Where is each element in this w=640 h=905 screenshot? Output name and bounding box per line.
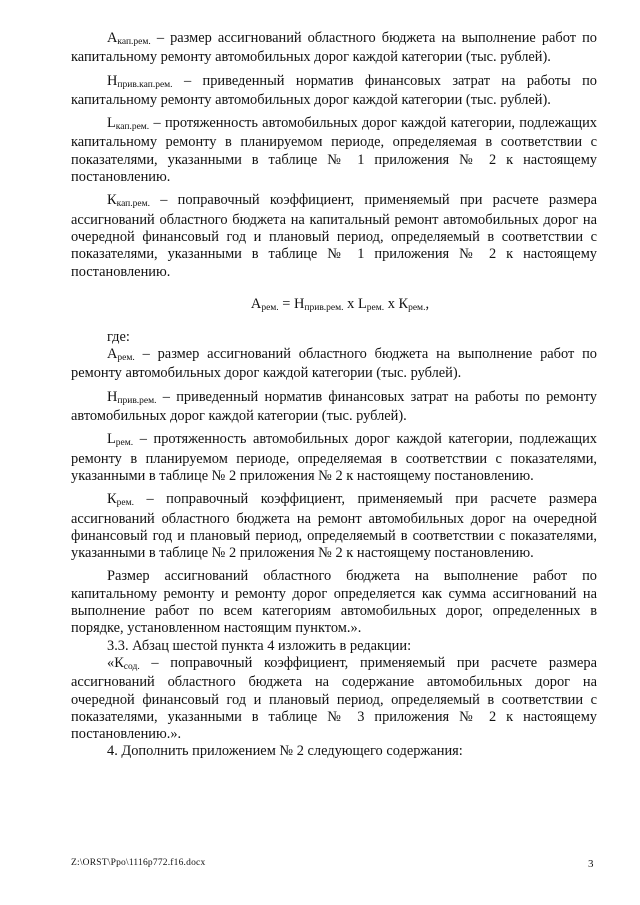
symbol: К — [107, 192, 117, 209]
formula-times: x — [343, 295, 358, 312]
formula-term-l-sub: рем. — [366, 302, 385, 313]
symbol: А — [107, 346, 118, 363]
subscript: кап.рем. — [117, 37, 151, 47]
formula-lhs: А — [250, 295, 262, 312]
formula — [83, 295, 597, 315]
subscript: сод. — [123, 661, 140, 672]
symbol: Н — [107, 388, 118, 405]
where-label: где: — [107, 328, 130, 345]
symbol: L — [107, 431, 116, 448]
definition-l-rem — [71, 431, 597, 485]
definition-text: – размер ассигнований областного бюджета на выполнение работ по капитальному ремонту автомобильных дорог каждой категории (тыс. рублей). — [71, 30, 597, 66]
definition-k-kap-rem — [71, 192, 597, 280]
definition-text: – приведенный норматив финансовых затрат на работы по ремонту автомобильных дорог каждой категории (тыс. рублей). — [71, 388, 597, 425]
summary-paragraph — [71, 568, 597, 637]
paragraph-text: 4. Дополнить приложением № 2 следующего содержания: — [107, 743, 463, 760]
definition-text: – протяженность автомобильных дорог каждой категории, подлежащих капитальному ремонту в планируемом периоде, определяемая в соответствии с показателями, указанными в таблице № 1 приложения № 2 к настоящему постановлению. — [71, 115, 597, 186]
formula-comma: , — [425, 295, 430, 312]
definition-a-rem — [71, 346, 597, 383]
footer-page-number: 3 — [588, 858, 594, 870]
subscript: рем. — [115, 438, 134, 449]
formula-equals: = — [278, 295, 294, 312]
definition-k-rem — [71, 491, 597, 562]
formula-term-n: Н — [294, 295, 305, 312]
amendment-4-heading — [71, 743, 597, 760]
formula-times: x — [384, 295, 399, 312]
paragraph-text: 3.3. Абзац шестой пункта 4 изложить в редакции: — [107, 637, 412, 654]
definition-a-kap-rem — [71, 30, 597, 67]
subscript: рем. — [117, 353, 135, 364]
footer-file-path: Z:\ORST\Ppo\1116p772.f16.docx — [71, 858, 206, 868]
symbol: «К — [107, 654, 124, 671]
definition-text: – протяженность автомобильных дорог каждой категории, подлежащих ремонту в планируемом периоде, определяемая в соответствии с показателями, указанными в таблице № 2 приложения № 2 к настоящему постановлению. — [71, 431, 597, 484]
definition-text: – размер ассигнований областного бюджета на выполнение работ по ремонту автомобильных дорог каждой категории (тыс. рублей). — [71, 346, 597, 382]
definition-text: – поправочный коэффициент, применяемый при расчете размера ассигнований областного бюджета на содержание автомобильных дорог на очередной финансовый год и плановый период, определяемый в соответствии с показателями, указанными в таблице № 3 приложения № 2 к настоящему постановлению.». — [71, 654, 597, 743]
definition-text: – поправочный коэффициент, применяемый при расчете размера ассигнований областного бюджета на ремонт автомобильных дорог на очередной финансовый год и плановый период, определяемый в соответствии с показателями, указанными в таблице № 2 приложения № 2 к настоящему постановлению. — [71, 491, 597, 562]
subscript: рем. — [116, 498, 134, 509]
formula-term-l: L — [357, 295, 367, 312]
definition-text: – приведенный норматив финансовых затрат на работы по капитальному ремонту автомобильных дорог каждой категории (тыс. рублей). — [71, 72, 597, 108]
definition-text: – поправочный коэффициент, применяемый при расчете размера ассигнований областного бюджета на капитальный ремонт автомобильных дорог на очередной финансовый год и плановый период, определяемый в соответствии с показателями, указанными в таблице № 1 приложения № 2 к настоящему постановлению. — [71, 192, 597, 280]
definition-l-kap-rem — [71, 115, 597, 186]
subscript: кап.рем. — [115, 122, 150, 133]
symbol: А — [107, 30, 118, 46]
subscript: прив.рем. — [117, 395, 157, 406]
definition-n-priv-rem — [71, 389, 597, 426]
amendment-3-3-heading — [71, 638, 597, 655]
formula-lhs-sub: рем. — [261, 302, 279, 313]
symbol: L — [107, 115, 116, 132]
formula-term-k: К — [398, 295, 409, 312]
definition-n-priv-kap-rem — [71, 73, 597, 110]
subscript: прив.кап.рем. — [117, 79, 173, 90]
document-body — [71, 30, 597, 761]
subscript: кап.рем. — [116, 199, 150, 210]
symbol: Н — [107, 72, 118, 89]
formula-term-k-sub: рем. — [408, 302, 426, 313]
formula-term-n-sub: прив.рем. — [304, 302, 344, 313]
paragraph-text: Размер ассигнований областного бюджета на выполнение работ по капитальному ремонту и ремонту дорог определяется как сумма ассигнований на выполнение работ по всем категориям автомобильных дорог, определенных в порядке, установленном настоящим пунктом.». — [71, 568, 597, 637]
definition-k-sod — [71, 655, 597, 743]
symbol: К — [107, 491, 117, 508]
